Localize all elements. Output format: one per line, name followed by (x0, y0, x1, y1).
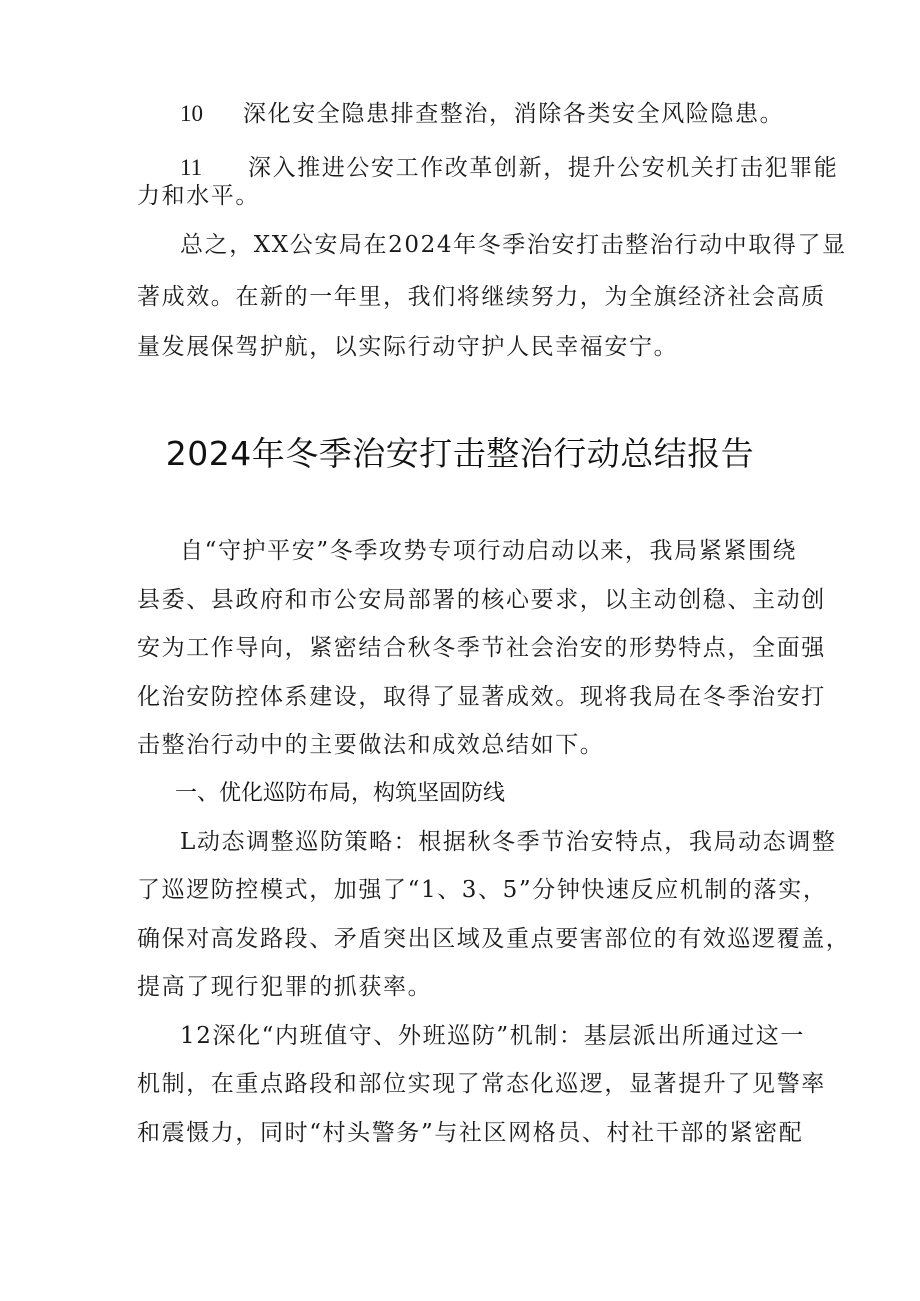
list-item-text: 深入推进公安工作改革创新，提升公安机关打击犯罪能 (248, 155, 839, 181)
intro-line: 县委、县政府和市公安局部署的核心要求，以主动创稳、主动创 (137, 587, 826, 613)
document-title: 2024年冬季治安打击整治行动总结报告 (165, 434, 755, 473)
list-item-number: 10 (180, 101, 203, 126)
intro-line: 击整治行动中的主要做法和成效总结如下。 (137, 732, 605, 758)
paragraph-line: 了巡逻防控模式，加强了“1、3、5”分钟快速反应机制的落实， (137, 877, 828, 903)
section-heading: 一、优化巡防布局，构筑坚固防线 (175, 781, 506, 806)
list-item-11 (180, 152, 838, 184)
paragraph-line: 确保对高发路段、矛盾突出区域及重点要害部位的有效巡逻覆盖， (137, 926, 851, 952)
conclusion-line: 著成效。在新的一年里，我们将继续努力，为全旗经济社会高质 (137, 284, 826, 310)
list-item-text: 深化安全隐患排查整治，消除各类安全风险隐患。 (243, 101, 785, 127)
list-item-10 (180, 98, 784, 130)
paragraph-line: L动态调整巡防策略：根据秋冬季节治安特点，我局动态调整 (180, 829, 837, 855)
paragraph-line: 12深化“内班值守、外班巡防”机制：基层派出所通过这一 (180, 1023, 805, 1049)
paragraph-line: 机制，在重点路段和部位实现了常态化巡逻，显著提升了见警率 (137, 1071, 826, 1097)
paragraph-line: 提高了现行犯罪的抓获率。 (137, 974, 433, 1000)
conclusion-line: 量发展保驾护航，以实际行动守护人民幸福安宁。 (137, 334, 679, 360)
paragraph-line: 和震慑力，同时“村头警务”与社区网格员、村社干部的紧密配 (137, 1120, 804, 1146)
list-item-number: 11 (180, 155, 203, 180)
list-item-11-continuation: 力和水平。 (137, 183, 260, 209)
intro-line: 化治安防控体系建设，取得了显著成效。现将我局在冬季治安打 (137, 684, 826, 710)
conclusion-line: 总之，XX公安局在2024年冬季治安打击整治行动中取得了显 (180, 232, 847, 258)
intro-line: 自“守护平安”冬季攻势专项行动启动以来，我局紧紧围绕 (180, 538, 798, 564)
intro-line: 安为工作导向，紧密结合秋冬季节社会治安的形势特点，全面强 (137, 635, 826, 661)
